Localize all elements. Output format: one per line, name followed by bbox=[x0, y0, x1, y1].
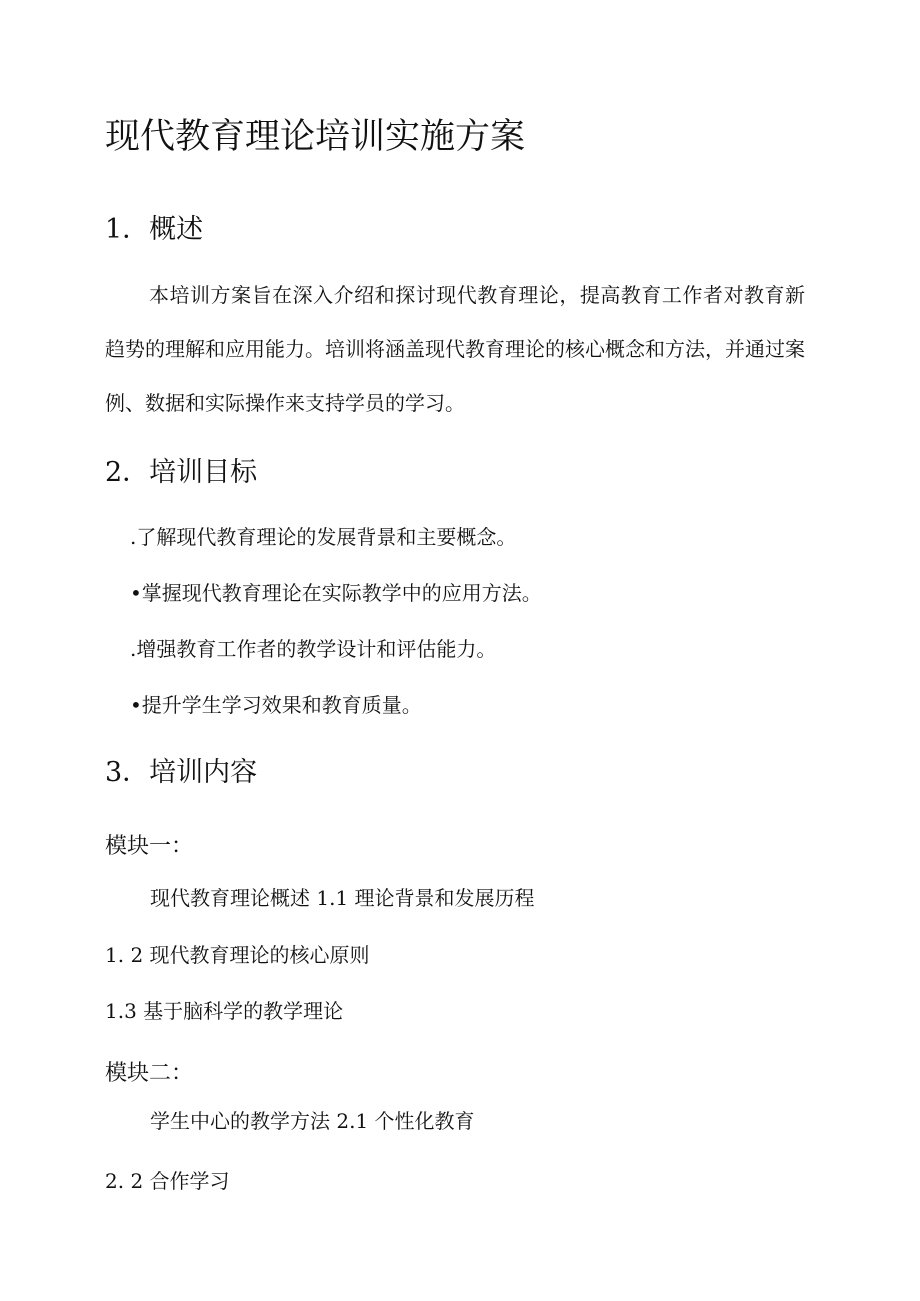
module-line: 现代教育理论概述 1.1 理论背景和发展历程 bbox=[150, 886, 535, 910]
list-item: .了解现代教育理论的发展背景和主要概念。 bbox=[130, 525, 517, 549]
module-line: 1. 2 现代教育理论的核心原则 bbox=[105, 943, 370, 967]
module-line: 学生中心的教学方法 2.1 个性化教育 bbox=[150, 1109, 475, 1133]
module-line: 2. 2 合作学习 bbox=[105, 1169, 230, 1193]
list-item: •掌握现代教育理论在实际教学中的应用方法。 bbox=[130, 581, 542, 605]
document-title: 现代教育理论培训实施方案 bbox=[105, 117, 526, 157]
list-item: •提升学生学习效果和教育质量。 bbox=[130, 693, 422, 717]
module-label: 模块二： bbox=[105, 1061, 194, 1086]
overview-paragraph: 本培训方案旨在深入介绍和探讨现代教育理论，提高教育工作者对教育新趋势的理解和应用能力。培训将涵盖现代教育理论的核心概念和方法，并通过案例、数据和实际操作来支持学员的学习。 bbox=[105, 283, 805, 415]
section-heading-overview: 1．概述 bbox=[105, 214, 204, 245]
list-item: .增强教育工作者的教学设计和评估能力。 bbox=[130, 637, 497, 661]
section-heading-content: 3．培训内容 bbox=[105, 757, 258, 788]
module-label: 模块一： bbox=[105, 834, 194, 859]
module-line: 1.3 基于脑科学的教学理论 bbox=[105, 999, 344, 1023]
section-heading-goals: 2．培训目标 bbox=[105, 457, 258, 488]
